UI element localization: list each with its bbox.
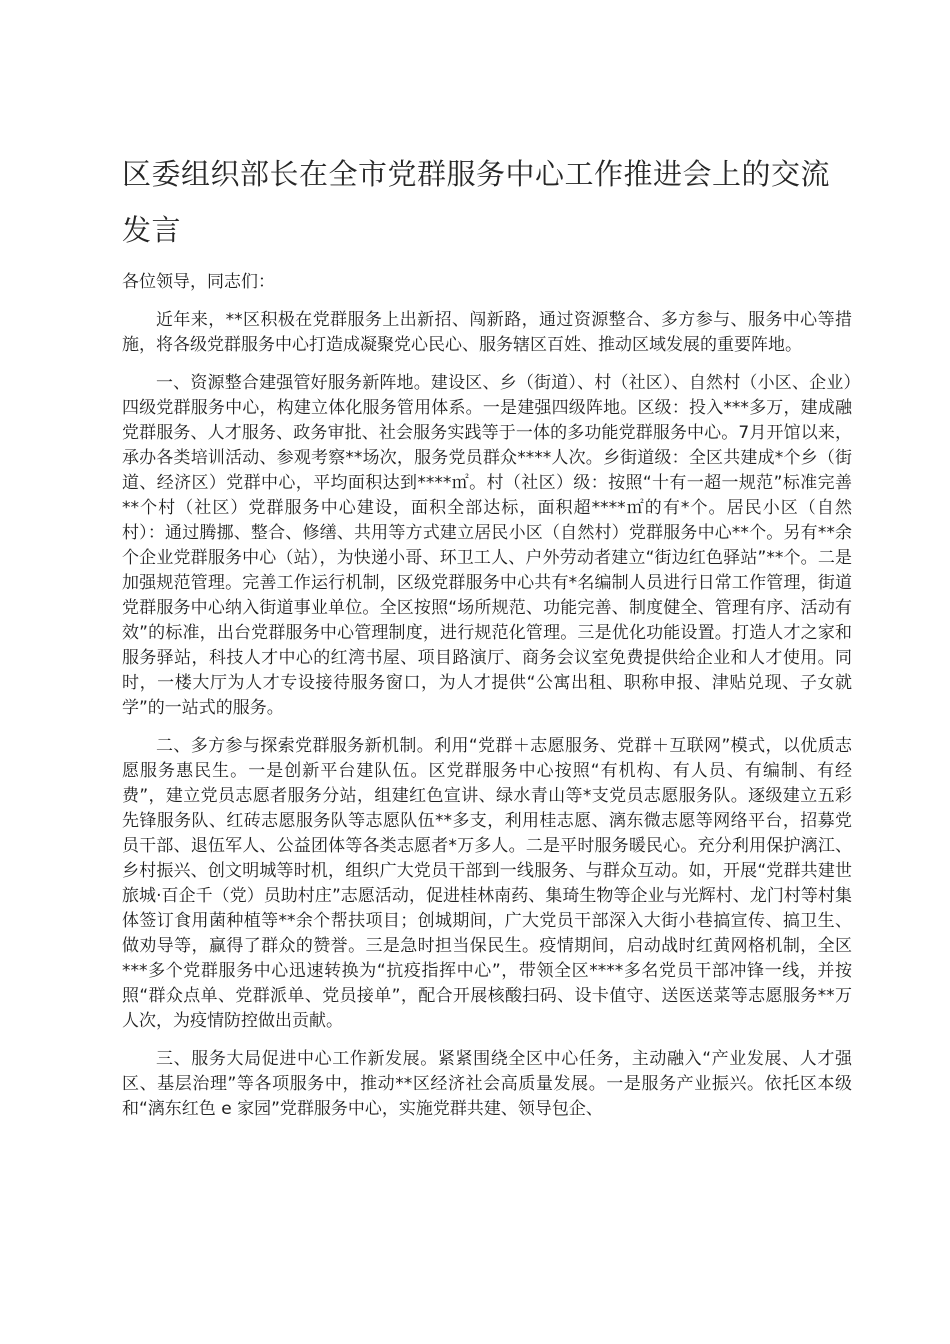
document-title: 区委组织部长在全市党群服务中心工作推进会上的交流发言 xyxy=(122,157,831,247)
paragraph-section-3: 三、服务大局促进中心工作新发展。紧紧围绕全区中心任务，主动融入“产业发展、人才强区、基层治理”等各项服务中，推动**区经济社会高质量发展。一是服务产业振兴。依托区本级和“漓东红色 e 家园”党群服务中心，实施党群共建、领导包企、 xyxy=(122,1049,852,1119)
paragraph-section-1: 一、资源整合建强管好服务新阵地。建设区、乡（街道）、村（社区）、自然村（小区、企业）四级党群服务中心，构建立体化服务管用体系。一是建强四级阵地。区级：投入***多万，建成融党群服务、人才服务、政务审批、社会服务实践等于一体的多功能党群服务中心。7月开馆以来，承办各类培训活动、参观考察**场次，服务党员群众****人次。乡街道级：全区共建成*个乡（街道、经济区）党群中心，平均面积达到****㎡。村（社区）级：按照“十有一超一规范”标准完善**个村（社区）党群服务中心建设，面积全部达标，面积超****㎡的有*个。居民小区（自然村）：通过腾挪、整合、修缮、共用等方式建立居民小区（自然村）党群服务中心**个。另有**余个企业党群服务中心（站），为快递小哥、环卫工人、户外劳动者建立“街边红色驿站”**个。二是加强规范管理。完善工作运行机制，区级党群服务中心共有*名编制人员进行日常工作管理，街道党群服务中心纳入街道事业单位。全区按照“场所规范、功能完善、制度健全、管理有序、活动有效”的标准，出台党群服务中心管理制度，进行规范化管理。三是优化功能设置。打造人才之家和服务驿站，科技人才中心的红湾书屋、项目路演厅、商务会议室免费提供给企业和人才使用。同时，一楼大厅为人才专设接待服务窗口，为人才提供“公寓出租、职称申报、津贴兑现、子女就学”的一站式的服务。 xyxy=(122,373,852,718)
salutation: 各位领导，同志们： xyxy=(122,272,275,292)
paragraph-intro: 近年来，**区积极在党群服务上出新招、闯新路，通过资源整合、多方参与、服务中心等措施，将各级党群服务中心打造成凝聚党心民心、服务辖区百姓、推动区域发展的重要阵地。 xyxy=(122,310,852,355)
document-page xyxy=(122,146,852,1122)
paragraph-section-2: 二、多方参与探索党群服务新机制。利用“党群＋志愿服务、党群＋互联网”模式，以优质志愿服务惠民生。一是创新平台建队伍。区党群服务中心按照“有机构、有人员、有编制、有经费”，建立党员志愿者服务分站，组建红色宣讲、绿水青山等*支党员志愿服务队。逐级建立五彩先锋服务队、红砖志愿服务队等志愿队伍**多支，利用桂志愿、漓东微志愿等网络平台，招募党员干部、退伍军人、公益团体等各类志愿者*万多人。二是平时服务暖民心。充分利用保护漓江、乡村振兴、创文明城等时机，组织广大党员干部到一线服务、与群众互动。如，开展“党群共建世旅城·百企千（党）员助村庄”志愿活动，促进桂林南药、集琦生物等企业与光辉村、龙门村等村集体签订食用菌种植等**余个帮扶项目；创城期间，广大党员干部深入大街小巷搞宣传、搞卫生、做劝导等，赢得了群众的赞誉。三是急时担当保民生。疫情期间，启动战时红黄网格机制，全区***多个党群服务中心迅速转换为“抗疫指挥中心”，带领全区****多名党员干部冲锋一线，并按照“群众点单、党群派单、党员接单”，配合开展核酸扫码、设卡值守、送医送菜等志愿服务**万人次，为疫情防控做出贡献。 xyxy=(122,736,852,1031)
